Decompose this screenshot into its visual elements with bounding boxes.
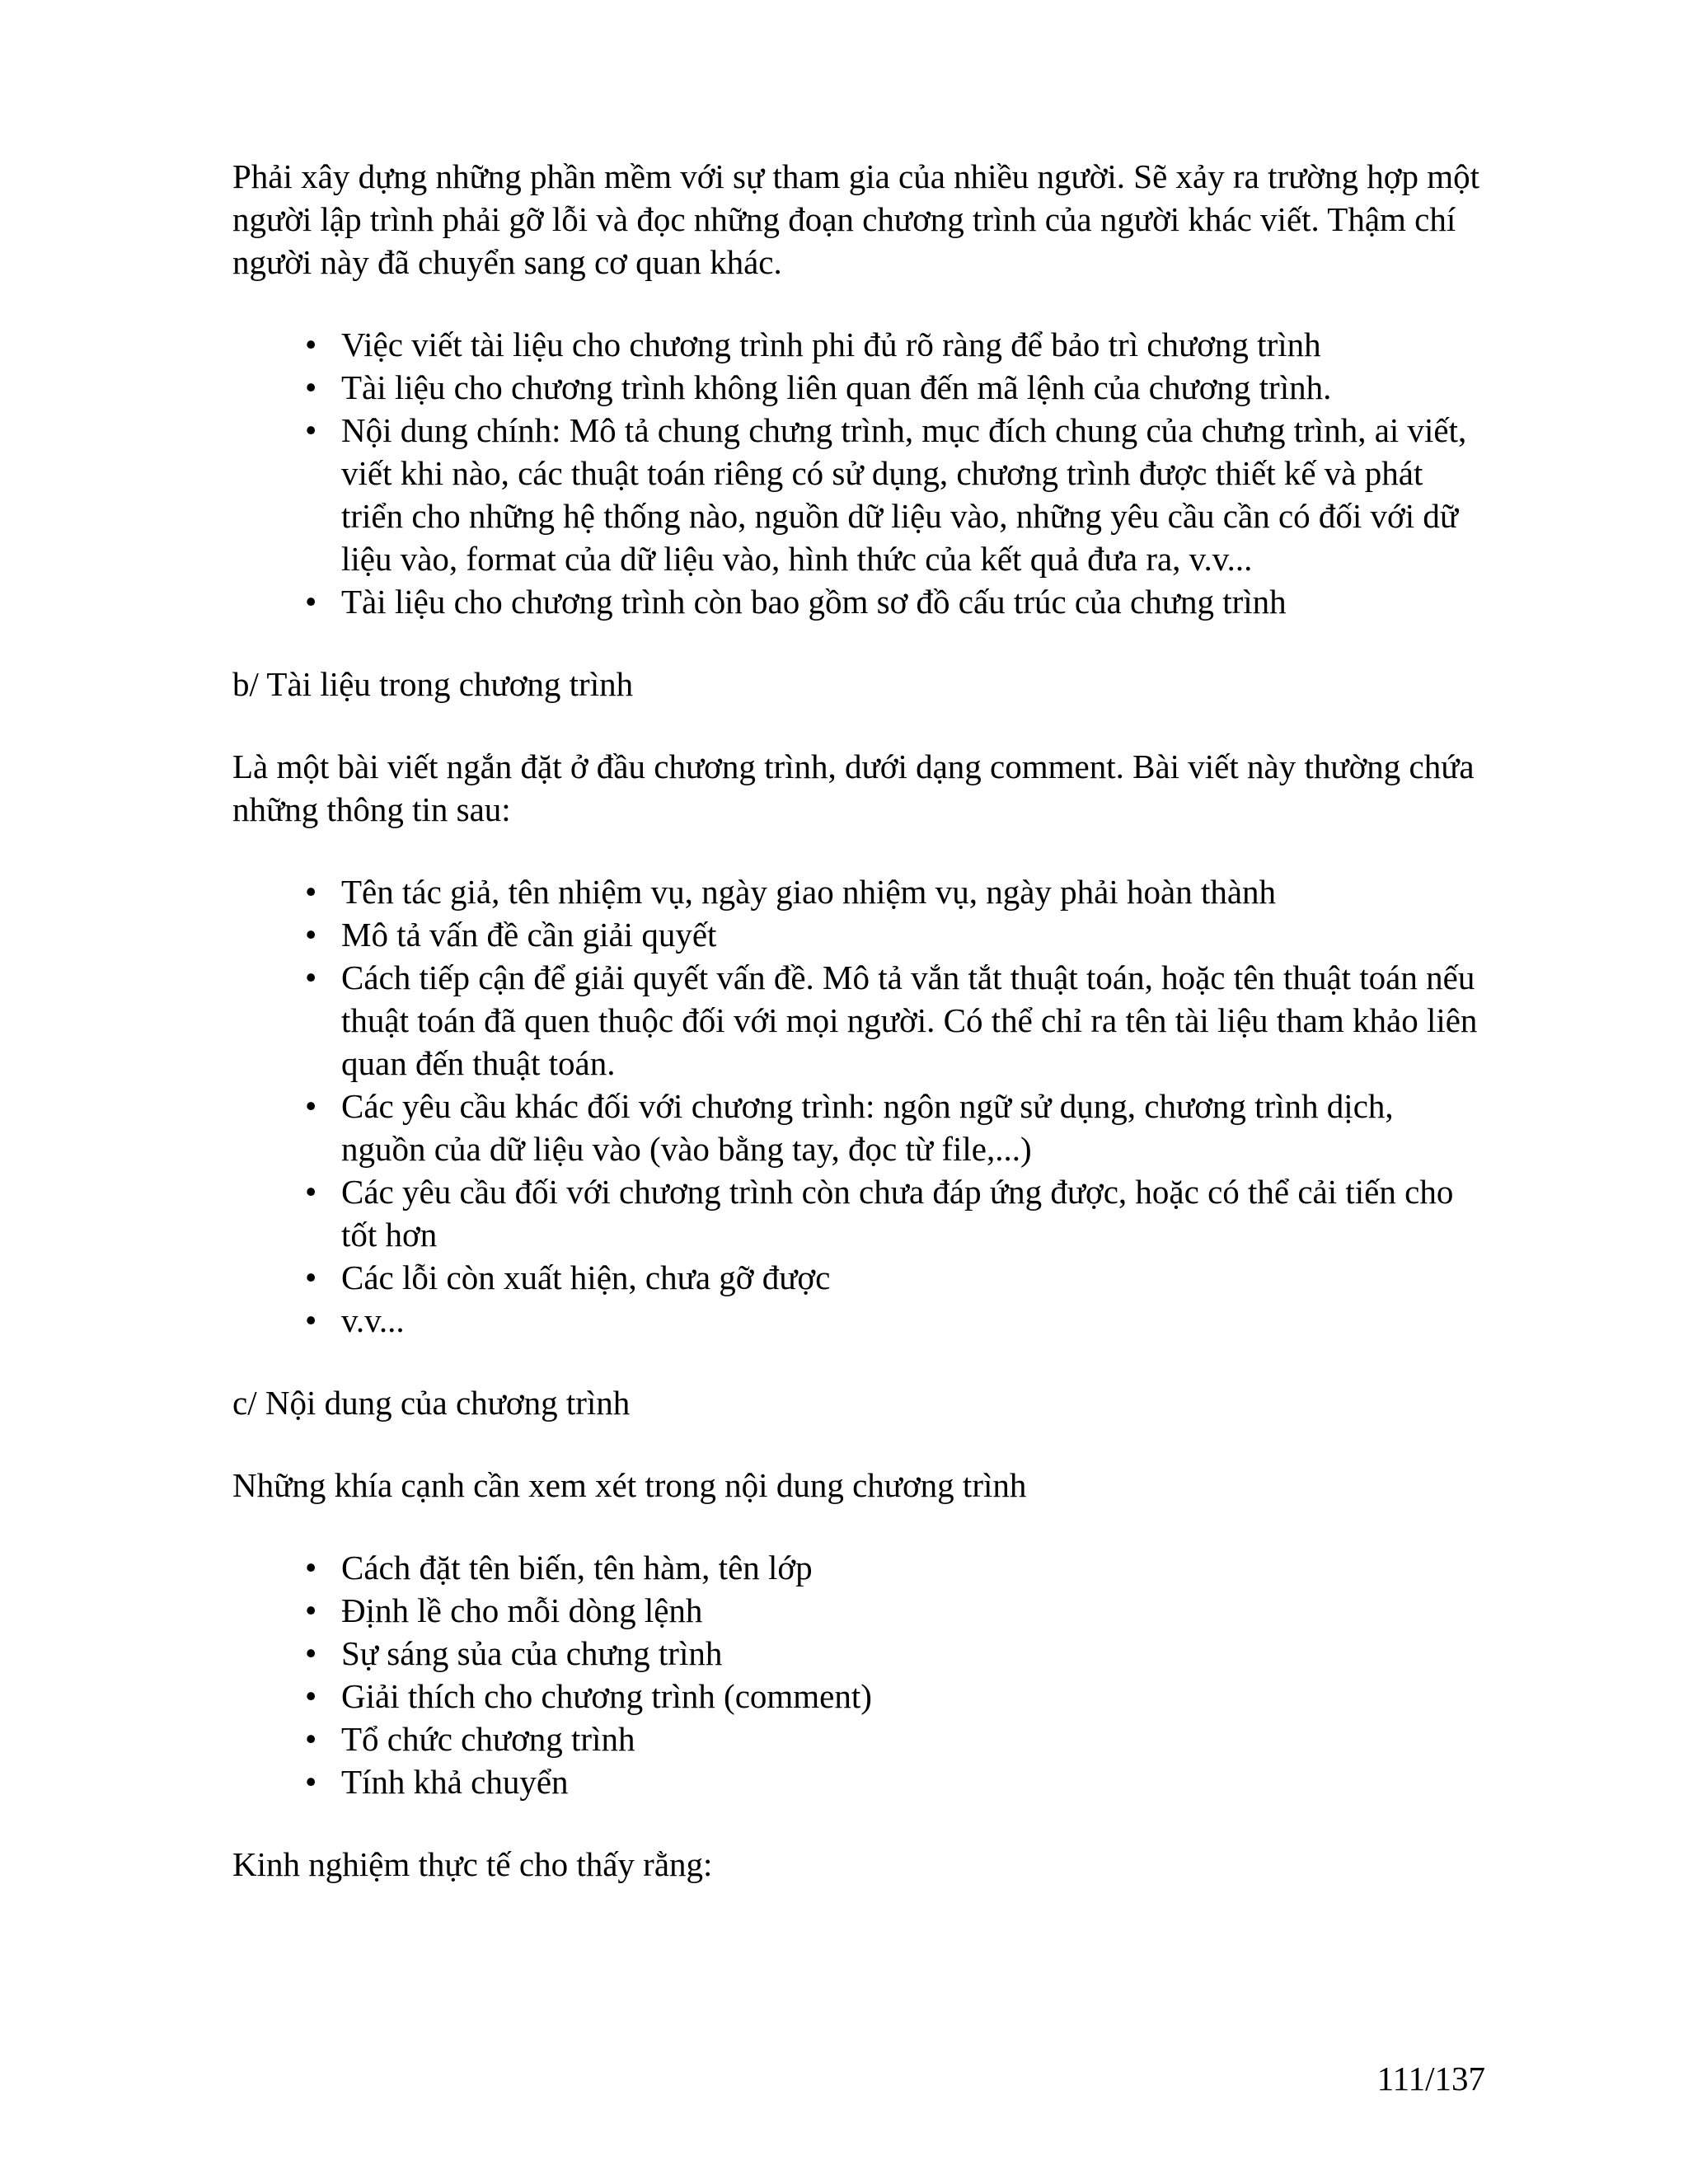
list-item: • Cách tiếp cận để giải quyết vấn đề. Mô tả vắn tắt thuật toán, hoặc tên thuật toán nếu thuật toán đã quen thuộc đối với mọi người. Có thể chỉ ra tên tài liệu tham khảo liên quan đến thuật toán. — [232, 956, 1485, 1085]
list-item: • Sự sáng sủa của chưng trình — [232, 1632, 1485, 1675]
list-item: • Việc viết tài liệu cho chương trình phi đủ rõ ràng để bảo trì chương trình — [232, 323, 1485, 366]
intro-paragraph: Phải xây dựng những phần mềm với sự tham gia của nhiều người. Sẽ xảy ra trường hợp một người lập trình phải gỡ lỗi và đọc những đoạn chương trình của người khác viết. Thậm chí người này đã chuyển sang cơ quan khác. — [232, 157, 1480, 281]
list-item: • Định lề cho mỗi dòng lệnh — [232, 1589, 1485, 1632]
section-b-heading: b/ Tài liệu trong chương trình — [232, 665, 634, 703]
section-b-paragraph: Là một bài viết ngắn đặt ở đầu chương trình, dưới dạng comment. Bài viết này thường chứa những thông tin sau: — [232, 748, 1475, 828]
section-b-list — [232, 870, 1485, 1342]
page-number: 111/137 — [1376, 2060, 1485, 2097]
list-item: • Cách đặt tên biến, tên hàm, tên lớp — [232, 1546, 1485, 1589]
list-item: • Các yêu cầu đối với chương trình còn chưa đáp ứng được, hoặc có thể cải tiến cho tốt hơn — [232, 1170, 1485, 1256]
list-item: • Tính khả chuyển — [232, 1760, 1485, 1803]
list-item: • Giải thích cho chương trình (comment) — [232, 1675, 1485, 1718]
list-item: • Mô tả vấn đề cần giải quyết — [232, 913, 1485, 956]
section-c-paragraph: Những khía cạnh cần xem xét trong nội dung chương trình — [232, 1466, 1027, 1504]
list-item: • Tên tác giả, tên nhiệm vụ, ngày giao nhiệm vụ, ngày phải hoàn thành — [232, 870, 1485, 913]
section-c-list — [232, 1546, 1485, 1803]
list-item: • Các yêu cầu khác đối với chương trình: ngôn ngữ sử dụng, chương trình dịch, nguồn của dữ liệu vào (vào bằng tay, đọc từ file,...) — [232, 1085, 1485, 1170]
list-item: • v.v... — [232, 1299, 1485, 1342]
list-item: • Các lỗi còn xuất hiện, chưa gỡ được — [232, 1256, 1485, 1299]
list-item: • Tổ chức chương trình — [232, 1718, 1485, 1760]
section-c-heading: c/ Nội dung của chương trình — [232, 1384, 631, 1422]
list-item: • Tài liệu cho chương trình không liên quan đến mã lệnh của chương trình. — [232, 366, 1485, 409]
closing-paragraph: Kinh nghiệm thực tế cho thấy rằng: — [232, 1845, 713, 1883]
list-item: • Tài liệu cho chương trình còn bao gồm sơ đồ cấu trúc của chưng trình — [232, 580, 1485, 623]
list-item: • Nội dung chính: Mô tả chung chưng trình, mục đích chung của chưng trình, ai viết, viết khi nào, các thuật toán riêng có sử dụng, chương trình được thiết kế và phát triển cho những hệ thống nào, nguồn dữ liệu vào, những yêu cầu cần có đối với dữ liệu vào, format của dữ liệu vào, hình thức của kết quả đưa ra, v.v... — [232, 409, 1485, 580]
documentation-requirements-list — [232, 323, 1485, 623]
document-page — [232, 155, 1485, 1886]
